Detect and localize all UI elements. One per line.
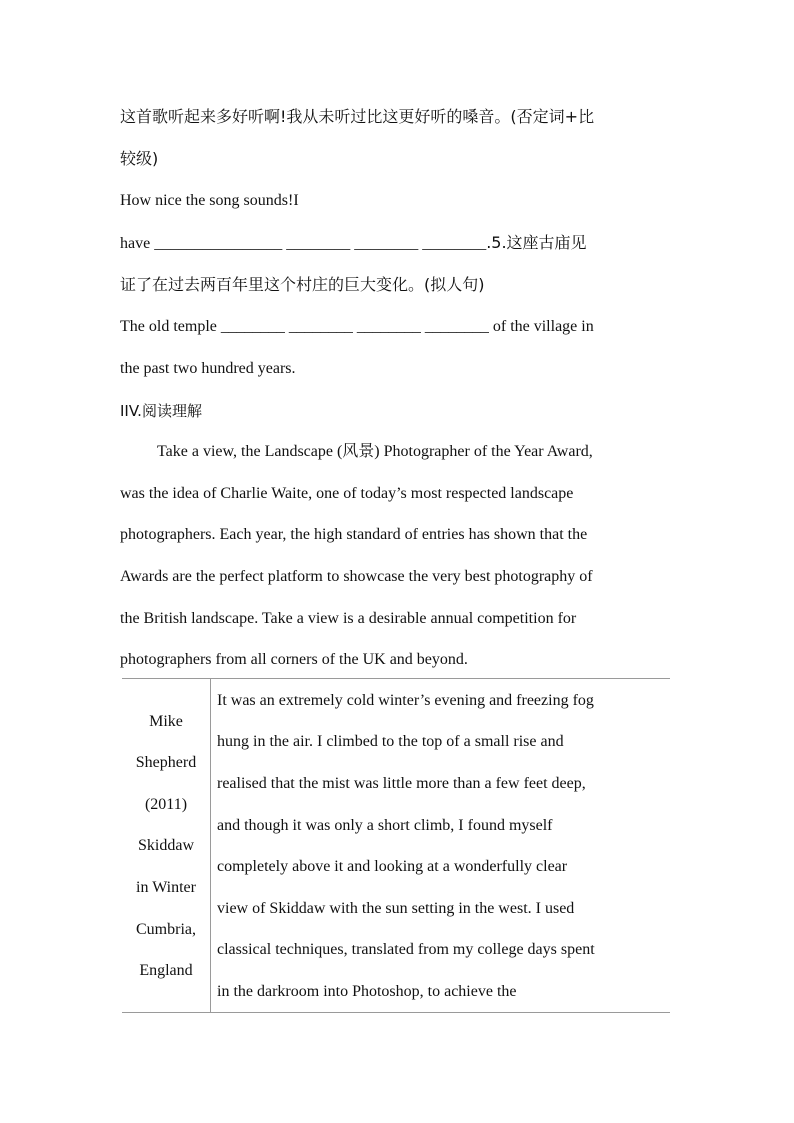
english-sentence-line-4: the past two hundred years. xyxy=(120,360,296,377)
passage-line-4: Awards are the perfect platform to showcase the very best photography of xyxy=(120,568,593,585)
chinese-prompt-line-3: 证了在过去两百年里这个村庄的巨大变化。(拟人句) xyxy=(120,275,485,294)
passage-line-6: photographers from all corners of the UK and beyond. xyxy=(120,651,468,668)
description-line-1: It was an extremely cold winter’s evening and freezing fog xyxy=(217,692,594,709)
photographer-last-name: Shepherd xyxy=(135,754,197,771)
description-line-4: and though it was only a short climb, I found myself xyxy=(217,817,553,834)
answer-blanks-1[interactable]: ________________ ________ ________ ________ xyxy=(154,235,487,252)
fill-in-suffix-2: of the village in xyxy=(492,318,594,335)
fill-in-suffix: .5.这座古庙见 xyxy=(486,233,587,252)
photo-year: (2011) xyxy=(144,796,188,813)
passage-line-5: the British landscape. Take a view is a desirable annual competition for xyxy=(120,610,577,627)
photo-location-line-2: England xyxy=(139,962,193,979)
photo-entry-table xyxy=(122,678,670,1013)
description-line-3: realised that the mist was little more than a few feet deep, xyxy=(217,775,586,792)
chinese-prompt-line-2: 较级) xyxy=(120,149,159,168)
fill-in-prefix-2: The old temple xyxy=(120,318,217,335)
photo-title-line-1: Skiddaw xyxy=(138,837,194,854)
fill-in-line-1 xyxy=(120,232,680,255)
description-line-2: hung in the air. I climbed to the top of a small rise and xyxy=(217,733,564,750)
chinese-prompt-line-1: 这首歌听起来多好听啊!我从未听过比这更好听的嗓音。(否定词+比 xyxy=(120,107,595,126)
section-heading: IIV.阅读理解 xyxy=(120,402,202,420)
passage-line-3: photographers. Each year, the high standard of entries has shown that the xyxy=(120,526,588,543)
fill-in-prefix: have xyxy=(120,235,151,252)
description-line-8: in the darkroom into Photoshop, to achieve the xyxy=(217,983,517,1000)
answer-blanks-2[interactable]: ________ ________ ________ ________ xyxy=(220,318,489,335)
passage-line-2: was the idea of Charlie Waite, one of today’s most respected landscape xyxy=(120,485,574,502)
photographer-first-name: Mike xyxy=(149,713,183,730)
fill-in-line-2 xyxy=(120,316,680,338)
photo-title-line-2: in Winter xyxy=(136,879,196,896)
table-divider xyxy=(210,679,211,1012)
english-sentence-line-1: How nice the song sounds!I xyxy=(120,192,299,209)
description-line-6: view of Skiddaw with the sun setting in the west. I used xyxy=(217,900,575,917)
description-line-5: completely above it and looking at a wonderfully clear xyxy=(217,858,568,875)
passage-line-1: Take a view, the Landscape (风景) Photographer of the Year Award, xyxy=(157,443,593,460)
photo-location-line-1: Cumbria, xyxy=(136,921,196,938)
description-line-7: classical techniques, translated from my college days spent xyxy=(217,941,595,958)
